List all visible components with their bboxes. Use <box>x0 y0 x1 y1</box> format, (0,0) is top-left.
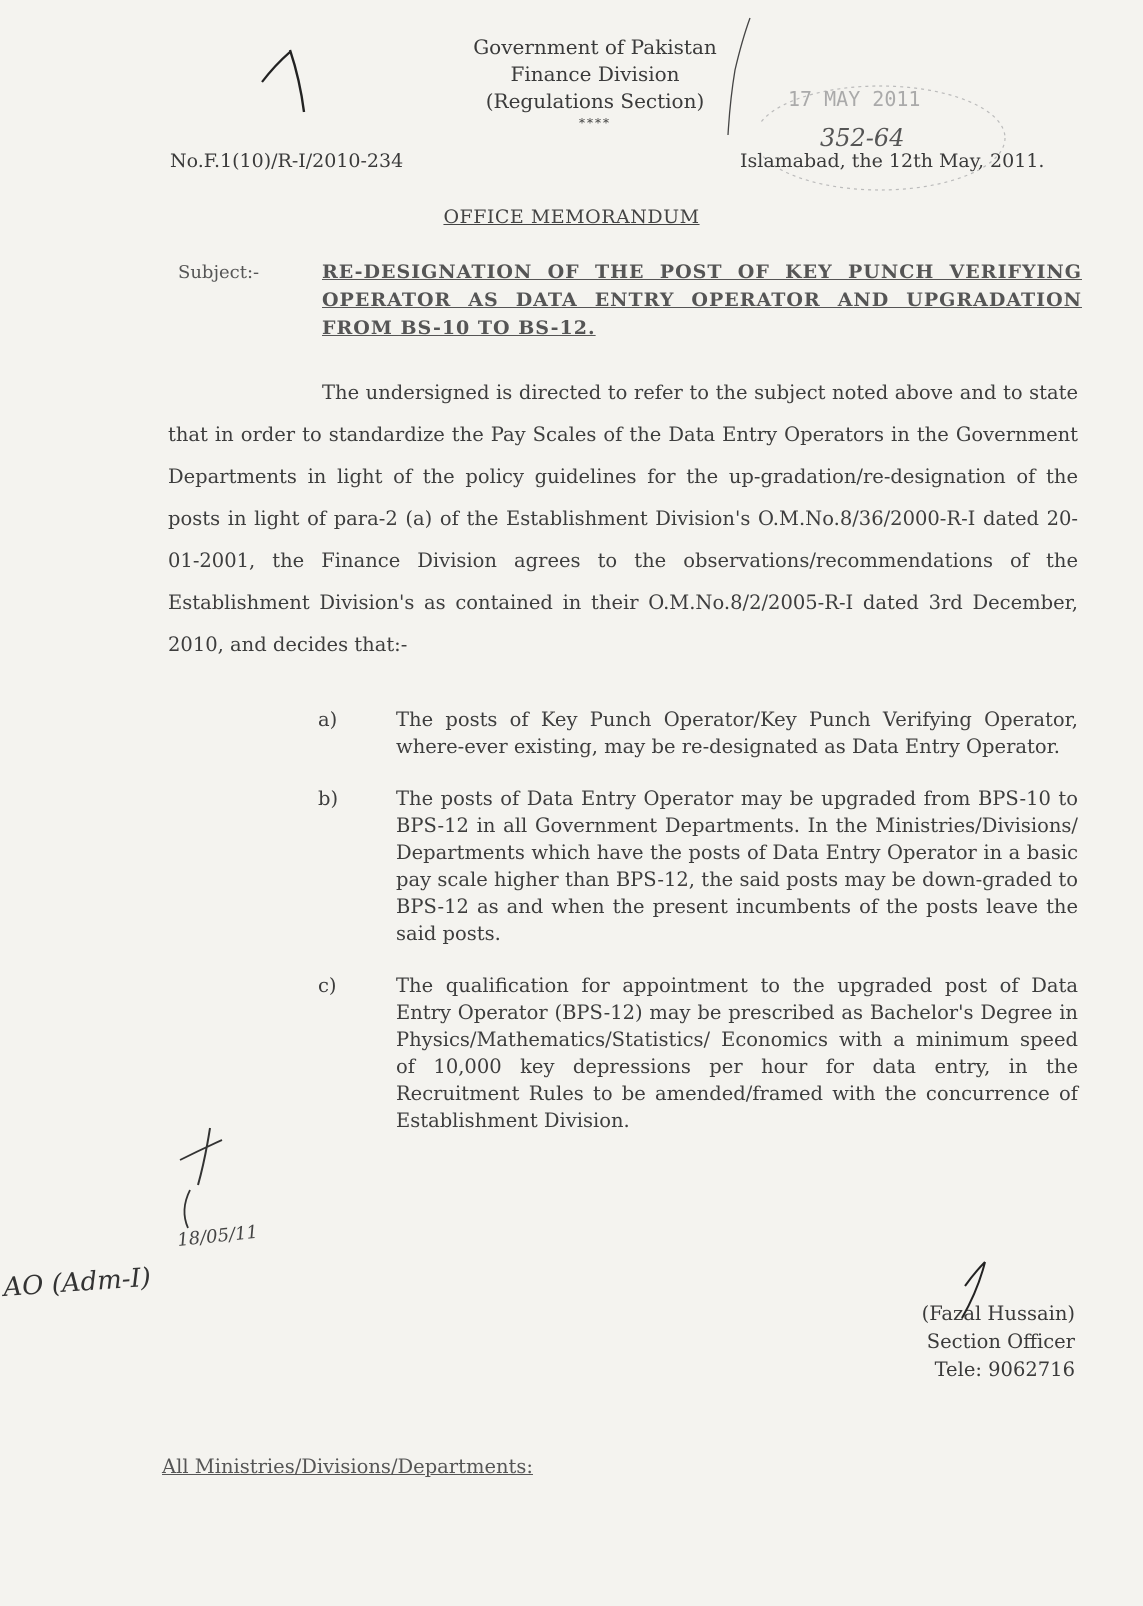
list-item <box>318 785 1078 947</box>
memorandum-title: OFFICE MEMORANDUM <box>443 206 700 228</box>
issue-date-line: Islamabad, the 12th May, 2011. <box>740 150 1045 172</box>
subject-text: RE-DESIGNATION OF THE POST OF KEY PUNCH VERIFYING OPERATOR AS DATA ENTRY OPERATOR AND UPGRADATION FROM BS-10 TO BS-12. <box>322 261 1082 339</box>
stamp-date: 17 MAY 2011 <box>788 87 921 111</box>
handwritten-page-number <box>262 50 304 112</box>
list-item-label: c) <box>318 974 337 997</box>
handwritten-date: 18/05/11 <box>176 1221 259 1251</box>
letterhead-government: Government of Pakistan <box>473 35 717 59</box>
signatory-name: (Fazal Hussain) <box>921 1302 1075 1325</box>
list-item-text: The posts of Data Entry Operator may be upgraded from BPS-10 to BPS-12 in all Government Departments. In the Ministries/Divisions/ Departments which have the posts of Data Entry Operator in a basic pay scale higher than BPS-12, the said posts may be down-graded to BPS-12 as and when the present incumbents of the posts leave the said posts. <box>396 787 1078 945</box>
signature-block <box>922 1300 1075 1384</box>
list-item-label: b) <box>318 787 339 810</box>
stamp-number: 352-64 <box>820 124 905 152</box>
signatory-designation: Section Officer <box>926 1330 1075 1353</box>
letterhead-section: (Regulations Section) <box>485 89 705 113</box>
list-item <box>318 972 1078 1134</box>
signatory-phone: Tele: 9062716 <box>934 1358 1075 1381</box>
body-paragraph: The undersigned is directed to refer to the subject noted above and to state that in order to standardize the Pay Scales of the Data Entry Operators in the Government Departments in light of the policy guidelines for the up-gradation/re-designation of the posts in light of para-2 (a) of the Establishment Division's O.M.No.8/36/2000-R-I dated 20-01-2001, the Finance Division agrees to the observations/recommendations of the Establishment Division's as contained in their O.M.No.8/2/2005-R-I dated 3rd December, 2010, and decides that:- <box>168 381 1078 656</box>
receipt-stamp <box>760 78 1060 208</box>
file-reference-number: No.F.1(10)/R-I/2010-234 <box>170 150 404 172</box>
distribution-line: All Ministries/Divisions/Departments: <box>162 1455 533 1478</box>
letterhead <box>420 34 770 131</box>
subject-label: Subject:- <box>178 262 260 283</box>
list-item-label: a) <box>318 708 338 731</box>
list-item-text: The posts of Key Punch Operator/Key Punch Verifying Operator, where-ever existing, may be re-designated as Data Entry Operator. <box>396 708 1078 758</box>
list-item <box>318 706 1078 760</box>
margin-initials <box>180 1128 222 1228</box>
letterhead-stars: **** <box>579 116 611 130</box>
handwritten-margin-note: AO (Adm-I) <box>2 1262 152 1303</box>
list-item-text: The qualification for appointment to the upgraded post of Data Entry Operator (BPS-12) may be prescribed as Bachelor's Degree in Physics/Mathematics/Statistics/ Economics with a minimum speed of 10,000 key depressions per hour for data entry, in the Recruitment Rules to be amended/framed with the concurrence of Establishment Division. <box>396 974 1078 1132</box>
decision-list <box>318 706 1078 1134</box>
letterhead-division: Finance Division <box>510 62 680 86</box>
